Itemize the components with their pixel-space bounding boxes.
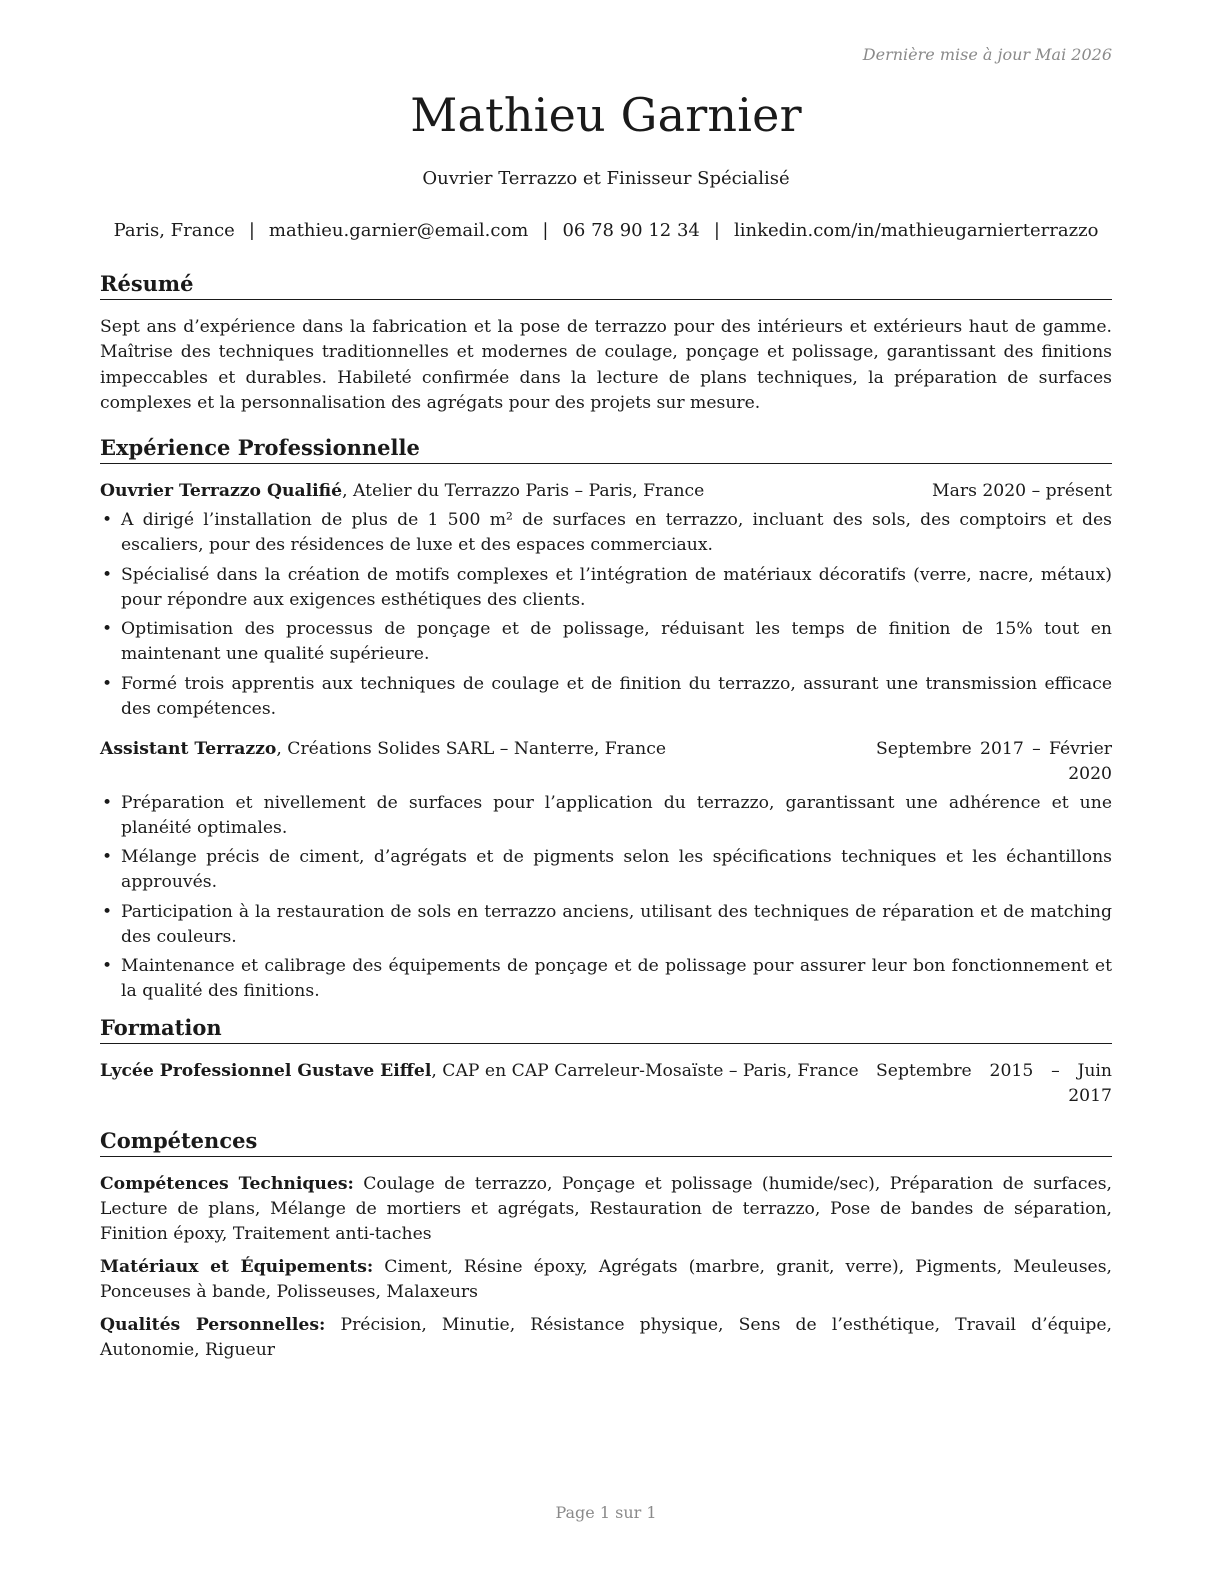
experience-section [100,434,1112,1004]
job-entry [100,479,1112,722]
skill-group-label: Qualités Personnelles: [100,1315,326,1336]
skill-group-label: Compétences Techniques: [100,1174,354,1195]
job-dates: Mars 2020 – présent [932,481,1112,502]
job-company: , Créations Solides SARL – Nanterre, France [276,738,667,759]
skill-group-text: Ciment, Résine époxy, Agrégats (marbre, granit, verre), Pigments, Meuleuses, Ponceuses à bande, Polisseuses, Malaxeurs [100,1257,1112,1303]
skill-group-text: Précision, Minutie, Résistance physique, Sens de l’esthétique, Travail d’équipe, Autonomie, Rigueur [100,1315,1112,1361]
job-company: , Atelier du Terrazzo Paris – Paris, France [342,481,705,502]
job-title: Ouvrier Terrazzo et Finisseur Spécialisé [422,168,790,189]
job-role-line [100,737,666,787]
candidate-name: Mathieu Garnier [410,88,802,142]
job-dates: Septembre 2017 – Février 2020 [876,738,1112,784]
contact-linkedin[interactable]: linkedin.com/in/mathieugarnierterrazzo [733,220,1099,241]
job-bullet: • Spécialisé dans la création de motifs complexes et l’intégration de matériaux décoratifs (verre, nacre, métaux) pour répondre aux exigences esthétiques des clients. [100,563,1112,613]
job-bullet: • A dirigé l’installation de plus de 1 500 m² de surfaces en terrazzo, incluant des sols, des comptoirs et des escaliers, pour des résidences de luxe et des espaces commerciaux. [100,508,1112,558]
contact-location: Paris, France [113,220,235,241]
last-updated-note: Dernière mise à jour Mai 2026 [862,45,1112,64]
skill-group [100,1172,1112,1247]
contact-separator: | [542,220,549,241]
skill-group-text: Coulage de terrazzo, Ponçage et polissage (humide/sec), Préparation de surfaces, Lecture de plans, Mélange de mortiers et agrégats, Restauration de terrazzo, Pose de bandes de séparation, Finition époxy, Traitement anti-taches [100,1174,1112,1245]
education-detail: , CAP en CAP Carreleur-Mosaïste – Paris, France [431,1061,859,1082]
job-bullet: • Optimisation des processus de ponçage et de polissage, réduisant les temps de finition de 15% tout en maintenant une qualité supérieure. [100,617,1112,667]
contact-email[interactable]: mathieu.garnier@email.com [268,220,529,241]
job-bullets [100,508,1112,722]
job-role: Assistant Terrazzo [100,738,277,759]
skill-group [100,1313,1112,1363]
job-header [100,737,1112,787]
contact-line [100,220,1112,241]
job-header [100,479,1112,504]
skill-group [100,1255,1112,1305]
section-title-summary: Résumé [100,270,1112,300]
resume-content [100,270,1112,1363]
education-entry [100,1059,1112,1109]
page-number: Page 1 sur 1 [555,1503,657,1522]
contact-separator: | [713,220,720,241]
summary-text: Sept ans d’expérience dans la fabrication et la pose de terrazzo pour des intérieurs et extérieurs haut de gamme. Maîtrise des techniques traditionnelles et modernes de coulage, ponçage et polissage, garantissant des finitions impeccables et durables. Habileté confirmée dans la lecture de plans techniques, la préparation de surfaces complexes et la personnalisation des agrégats pour des projets sur mesure. [100,317,1112,413]
education-dates: Septembre 2015 – Juin 2017 [876,1061,1112,1107]
job-bullet: • Maintenance et calibrage des équipements de ponçage et de polissage pour assurer leur bon fonctionnement et la qualité des finitions. [100,954,1112,1004]
education-school: Lycée Professionnel Gustave Eiffel [100,1061,432,1082]
education-section [100,1014,1112,1109]
skill-group-label: Matériaux et Équipements: [100,1257,374,1278]
job-bullet: • Préparation et nivellement de surfaces pour l’application du terrazzo, garantissant une adhérence et une planéité optimales. [100,791,1112,841]
section-title-education: Formation [100,1014,1112,1044]
job-role-line [100,479,704,504]
summary-section [100,270,1112,416]
contact-phone[interactable]: 06 78 90 12 34 [562,220,700,241]
job-entry [100,737,1112,1005]
contact-separator: | [248,220,255,241]
job-role: Ouvrier Terrazzo Qualifié [100,481,343,502]
job-bullet: • Formé trois apprentis aux techniques de coulage et de finition du terrazzo, assurant une transmission efficace des compétences. [100,672,1112,722]
job-bullets [100,791,1112,1005]
job-bullet: • Participation à la restauration de sols en terrazzo anciens, utilisant des techniques de réparation et de matching des couleurs. [100,900,1112,950]
section-title-skills: Compétences [100,1127,1112,1157]
section-title-experience: Expérience Professionnelle [100,434,1112,464]
skills-section [100,1127,1112,1363]
job-bullet: • Mélange précis de ciment, d’agrégats et de pigments selon les spécifications techniques et les échantillons approuvés. [100,845,1112,895]
resume-page [100,0,1112,1584]
education-line [100,1059,859,1109]
